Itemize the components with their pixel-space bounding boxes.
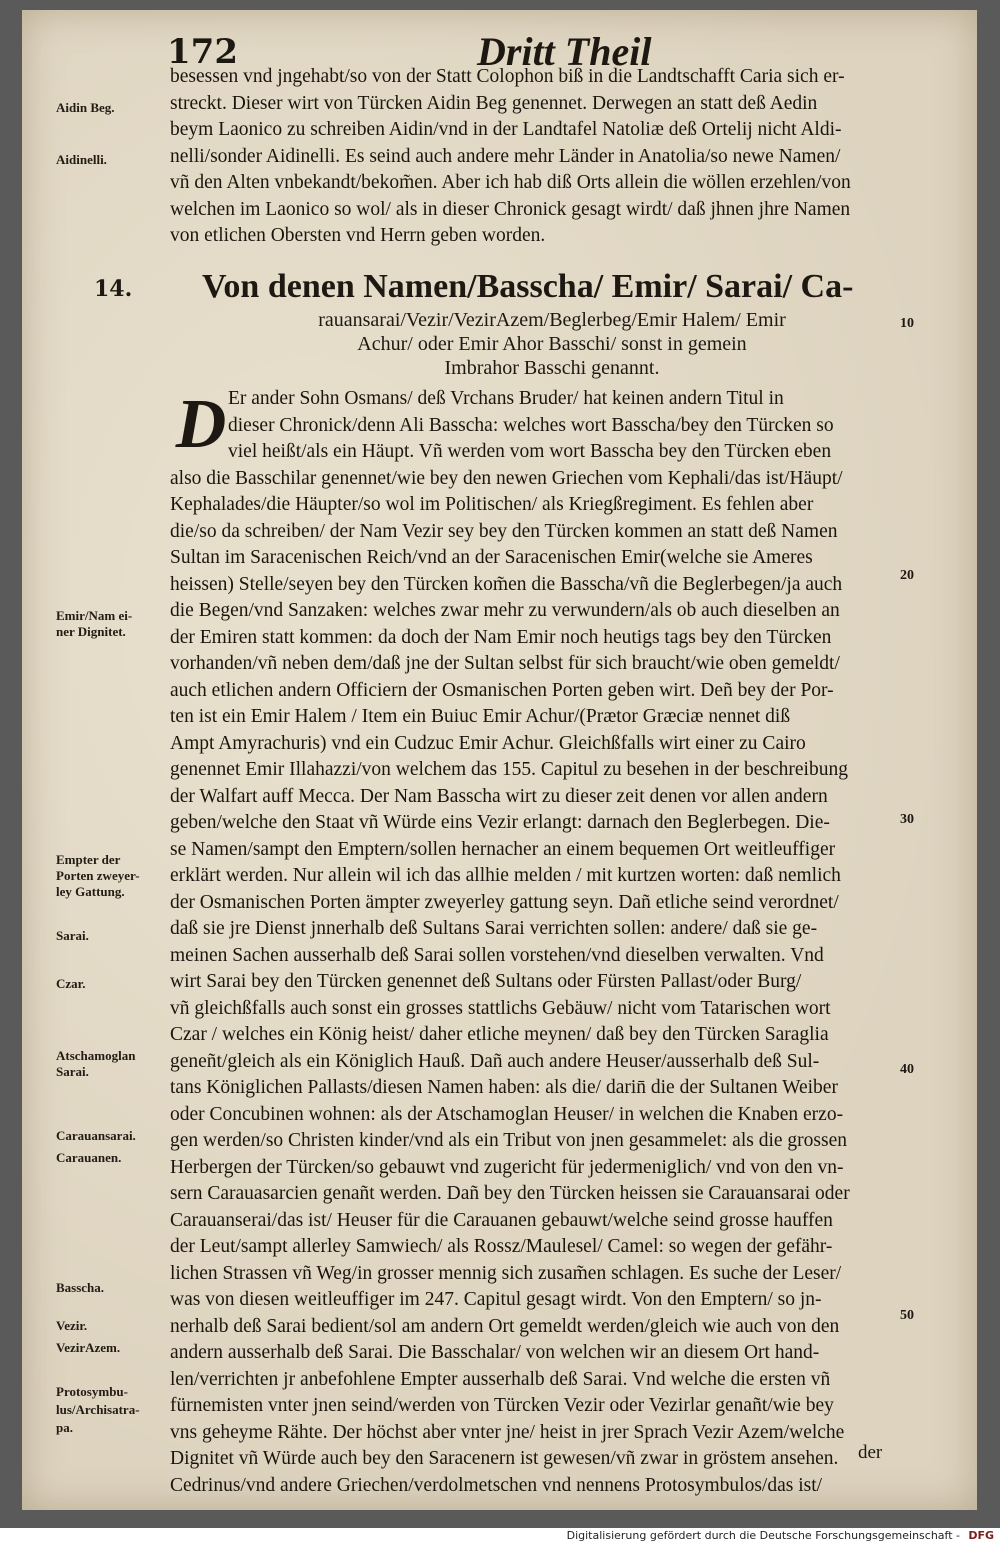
footer-bar <box>0 1528 1000 1544</box>
margin-note: Czar. <box>56 976 86 991</box>
text-line: geben/welche den Staat vñ Würde eins Vezir erlangt: darnach den Beglerbegen. Die- <box>170 812 830 833</box>
margin-note: Protosymbu- <box>56 1384 128 1399</box>
line-number: 40 <box>900 1062 914 1077</box>
line-number: 20 <box>900 568 914 583</box>
text-line: vñ den Alten vnbekandt/bekom̃en. Aber ich hab diß Orts allein die wöllen erzehlen/von <box>170 172 851 193</box>
text-line: tans Königlichen Pallasts/diesen Namen haben: als die/ darin̄ die der Sultanen Weiber <box>170 1077 838 1098</box>
text-line: oder Concubinen wohnen: als der Atschamoglan Heuser/ in welchen die Knaben erzo- <box>170 1103 844 1125</box>
margin-note: Emir/Nam ei- <box>56 608 133 623</box>
text-line: also die Basschilar genennet/wie bey den newen Griechen vom Kephali/das ist/Häupt/ <box>170 467 843 489</box>
section-number: 14. <box>94 276 133 302</box>
catchword: der <box>858 1442 883 1463</box>
margin-note: Vezir. <box>56 1318 88 1333</box>
heading-line-3: Achur/ oder Emir Ahor Basschi/ sonst in gemein <box>357 333 747 355</box>
line-number: 50 <box>900 1308 914 1323</box>
text-line: Herbergen der Türcken/so gebauwt vnd zugericht für jedermeniglich/ vnd von den vn- <box>170 1156 844 1178</box>
margin-note: Sarai. <box>56 928 89 943</box>
margin-note: Sarai. <box>56 1064 89 1079</box>
text-line: vorhanden/vñ neben dem/daß jne der Sultan selbst für sich braucht/wie oben gemeldt/ <box>170 653 840 674</box>
text-line: Kephalades/die Häupter/so wol im Politischen/ als Kriegßregiment. Es fehlen aber <box>170 494 814 515</box>
text-line: wirt Sarai bey den Türcken genennet deß Sultans oder Fürsten Pallast/oder Burg/ <box>170 971 802 992</box>
margin-notes <box>22 10 162 1510</box>
text-line: andern ausserhalb deß Sarai. Die Basschalar/ von welchen wir an diesem Ort hand- <box>170 1342 820 1363</box>
text-line: sern Carauasarcien genañt werden. Dañ bey den Türcken heissen sie Carauansarai oder <box>170 1183 850 1204</box>
text-line: heissen) Stelle/seyen bey den Türcken kom̃en die Basscha/vñ die Beglerbegen/ja auch <box>170 573 843 595</box>
text-line: der Walfart auff Mecca. Der Nam Basscha wirt zu dieser zeit denen vor allen andern <box>170 785 828 807</box>
text-line: Carauanserai/das ist/ Heuser für die Carauanen gebauwt/welche seind grosse hauffen <box>170 1209 833 1231</box>
text-line: die/so da schreiben/ der Nam Vezir sey bey den Türcken kommen an statt deß Namen <box>170 520 838 542</box>
margin-note: VezirAzem. <box>56 1340 121 1355</box>
text-line: besessen vnd jngehabt/so von der Statt Colophon biß in die Landtschafft Caria sich er- <box>170 66 845 87</box>
dfg-logo: DFG <box>968 1529 994 1542</box>
text-line: meinen Sachen ausserhalb deß Sarai sollen vorstehen/vnd dieselben verwalten. Vnd <box>170 944 824 966</box>
text-line: daß sie jre Dienst jnnerhalb deß Sultans Sarai verrichten sollen: andere/ daß sie ge- <box>170 918 818 939</box>
text-line: len/verrichten jr anbefohlene Empter ausserhalb deß Sarai. Vnd welche die ersten vñ <box>170 1368 831 1390</box>
text-line: genennet Emir Illahazzi/von welchem das 155. Capitul zu besehen in der beschreibung <box>170 759 848 780</box>
margin-note: Aidinelli. <box>56 152 107 167</box>
text-line: geneñt/gleich als ein Königlich Hauß. Dañ auch andere Heuser/ausserhalb deß Sul- <box>170 1050 820 1072</box>
margin-note: lus/Archisatra- <box>56 1402 140 1417</box>
margin-note: Aidin Beg. <box>56 100 115 115</box>
text-line: auch etlichen andern Officiern der Osmanischen Porten geben wirt. Deñ bey der Por- <box>170 679 834 701</box>
text-line: nerhalb deß Sarai bedient/sol am andern Ort gemeldt werden/gleich wie auch von den <box>170 1315 840 1337</box>
line-number: 10 <box>900 316 914 331</box>
line-number: 30 <box>900 812 914 827</box>
text-line: die Begen/vnd Sanzaken: welches zwar mehr zu verwundern/als ob auch dieselben an <box>170 600 840 621</box>
margin-note: ner Dignitet. <box>56 624 126 639</box>
text-line: vñ gleichßfalls auch sonst ein grosses stattlichs Gebäuw/ nicht vom Tatarischen wort <box>170 997 831 1019</box>
text-line: gen werden/so Christen kinder/vnd als ein Tribut von jnen gesammelet: als die grossen <box>170 1130 847 1151</box>
text-line: welchen im Laonico so wol/ als in dieser Chronick gesagt wirdt/ daß jhnen jhre Namen <box>170 198 851 220</box>
margin-note: Porten zweyer- <box>56 868 140 883</box>
text-line: fürnemisten vnter jnen seind/werden von Türcken Vezir oder Vezirlar genañt/wie bey <box>170 1395 834 1416</box>
text-line: nelli/sonder Aidinelli. Es seind auch andere mehr Länder in Anatolia/so newe Namen/ <box>170 145 841 167</box>
body-text-top <box>170 64 910 250</box>
book-page <box>22 10 977 1510</box>
text-line: beym Laonico zu schreiben Aidin/vnd in der Landtafel Natoliæ deß Ortelij nicht Aldi- <box>170 119 842 140</box>
text-line: der Osmanischen Porten ämpter zweyerley gattung seyn. Dañ etliche seind verordnet/ <box>170 891 839 913</box>
text-line: lichen Strassen vñ Weg/in grosser mennig sich zusam̃en schlagen. Es suche der Leser/ <box>170 1262 842 1284</box>
text-line: Er ander Sohn Osmans/ deß Vrchans Bruder/ hat keinen andern Titul in <box>228 388 784 409</box>
heading-line-4: Imbrahor Basschi genannt. <box>444 357 660 379</box>
margin-note: ley Gattung. <box>56 884 125 899</box>
margin-note: Carauansarai. <box>56 1128 136 1143</box>
text-line: viel heißt/als ein Häupt. Vñ werden vom wort Basscha bey den Türcken eben <box>228 441 832 462</box>
body-text-main <box>170 386 910 1499</box>
text-line: se Namen/sampt den Emptern/sollen hernacher an einem bequemen Ort weitleuffiger <box>170 838 836 860</box>
text-line: Ampt Amyrachuris) vnd ein Cudzuc Emir Achur. Gleichßfalls wirt einer zu Cairo <box>170 732 806 754</box>
margin-note: Carauanen. <box>56 1150 122 1165</box>
heading-line-1: Von denen Namen/Basscha/ Emir/ Sarai/ Ca- <box>202 268 854 305</box>
text-line: vns geheyme Rähte. Der höchst aber vnter jne/ heist in jrer Sprach Vezir Azem/welche <box>170 1421 845 1443</box>
text-line: was von diesen weitleuffiger im 247. Capitul gesagt wirdt. Von den Emptern/ so jn- <box>170 1289 822 1310</box>
text-line: Sultan im Saracenischen Reich/vnd an der Saracenischen Emir(welche sie Ameres <box>170 547 813 568</box>
text-line: Czar / welches ein König heist/ daher etliche meynen/ daß bey den Türcken Saraglia <box>170 1024 829 1045</box>
chapter-heading <box>202 266 902 380</box>
page-number: 172 <box>167 32 238 72</box>
heading-line-2: rauansarai/Vezir/VezirAzem/Beglerbeg/Emir Halem/ Emir <box>318 309 786 331</box>
text-line: ten ist ein Emir Halem / Item ein Buiuc Emir Achur/(Prætor Græciæ nennet diß <box>170 706 791 727</box>
margin-note: Basscha. <box>56 1280 105 1295</box>
text-line: streckt. Dieser wirt von Türcken Aidin Beg genennet. Derwegen an statt deß Aedin <box>170 92 818 114</box>
text-line: von etlichen Obersten vnd Herrn geben worden. <box>170 225 546 246</box>
text-line: der Emiren statt kommen: da doch der Nam Emir noch heutigs tags bey den Türcken <box>170 626 832 648</box>
decorated-initial: D <box>175 386 227 463</box>
text-line: der Leut/sampt allerley Samwiech/ als Rossz/Maulesel/ Camel: so wegen der gefähr- <box>170 1236 833 1257</box>
text-line: dieser Chronick/denn Ali Basscha: welches wort Basscha/bey den Türcken so <box>228 414 834 436</box>
margin-note: Atschamoglan <box>56 1048 136 1063</box>
footer-credit: Digitalisierung gefördert durch die Deutsche Forschungsgemeinschaft - <box>566 1529 960 1542</box>
margin-note: pa. <box>56 1420 73 1435</box>
margin-note: Empter der <box>56 852 121 867</box>
text-line: Cedrinus/vnd andere Griechen/verdolmetschen vnd nennens Protosymbulos/das ist/ <box>170 1474 823 1496</box>
text-line: erklärt werden. Nur allein wil ich das allhie melden / mit kurtzen worten: daß nemlich <box>170 865 841 886</box>
text-line: Dignitet vñ Würde auch bey den Saracenern ist gewesen/vñ zwar in gröstem ansehen. <box>170 1448 839 1469</box>
running-head: Dritt Theil <box>477 29 652 74</box>
